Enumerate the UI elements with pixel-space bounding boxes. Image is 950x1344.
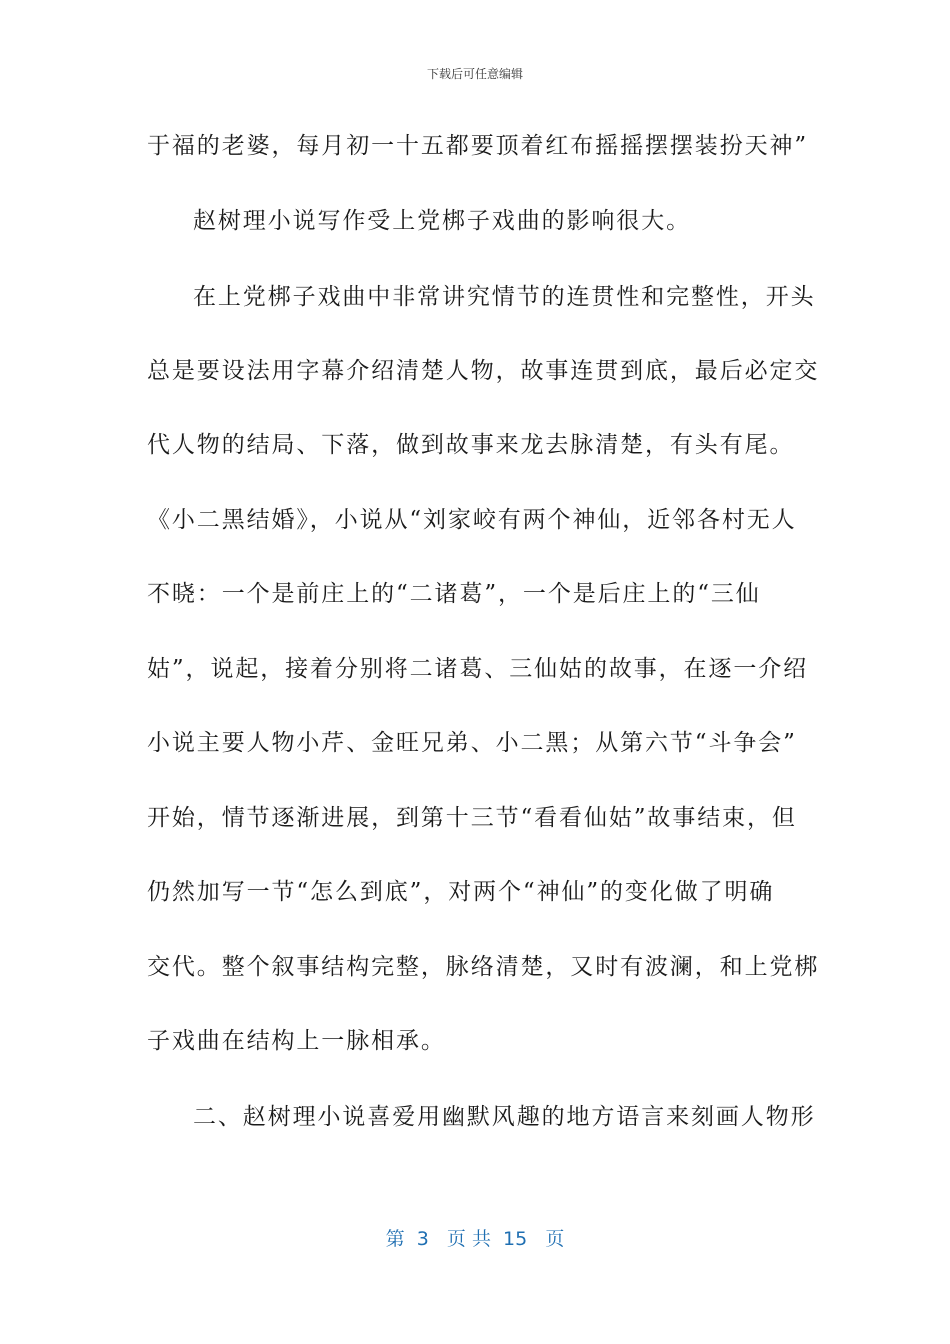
text-line: 《小二黑结婚》，小说从“刘家峧有两个神仙，近邻各村无人 [147,507,797,533]
text-line: 小说主要人物小芹、金旺兄弟、小二黑；从第六节“斗争会” [147,730,797,756]
text-line: 仍然加写一节“怎么到底”，对两个“神仙”的变化做了明确 [147,879,775,905]
text-line: 子戏曲在结构上一脉相承。 [147,1028,446,1054]
text-line: 二、赵树理小说喜爱用幽默风趣的地方语言来刻画人物形 [193,1104,816,1130]
text-line: 姑”，说起，接着分别将二诸葛、三仙姑的故事，在逐一介绍 [147,656,809,682]
text-line: 在上党梆子戏曲中非常讲究情节的连贯性和完整性，开头 [193,284,816,310]
text-line: 开始，情节逐渐进展，到第十三节“看看仙姑”故事结束，但 [147,805,797,831]
text-line: 总是要设法用字幕介绍清楚人物，故事连贯到底，最后必定交 [147,358,820,384]
text-line: 赵树理小说写作受上党梆子戏曲的影响很大。 [193,208,691,234]
text-line: 交代。整个叙事结构完整，脉络清楚，又时有波澜，和上党梆 [147,954,820,980]
page-number-footer: 第 3 页 共 15 页 [385,1228,565,1250]
text-line: 于福的老婆，每月初一十五都要顶着红布摇摇摆摆装扮天神” [147,133,809,159]
page-header-note: 下载后可任意编辑 [426,67,523,81]
text-line: 不晓：一个是前庄上的“二诸葛”，一个是后庄上的“三仙 [147,581,761,607]
text-line: 代人物的结局、下落，做到故事来龙去脉清楚，有头有尾。 [147,432,795,458]
